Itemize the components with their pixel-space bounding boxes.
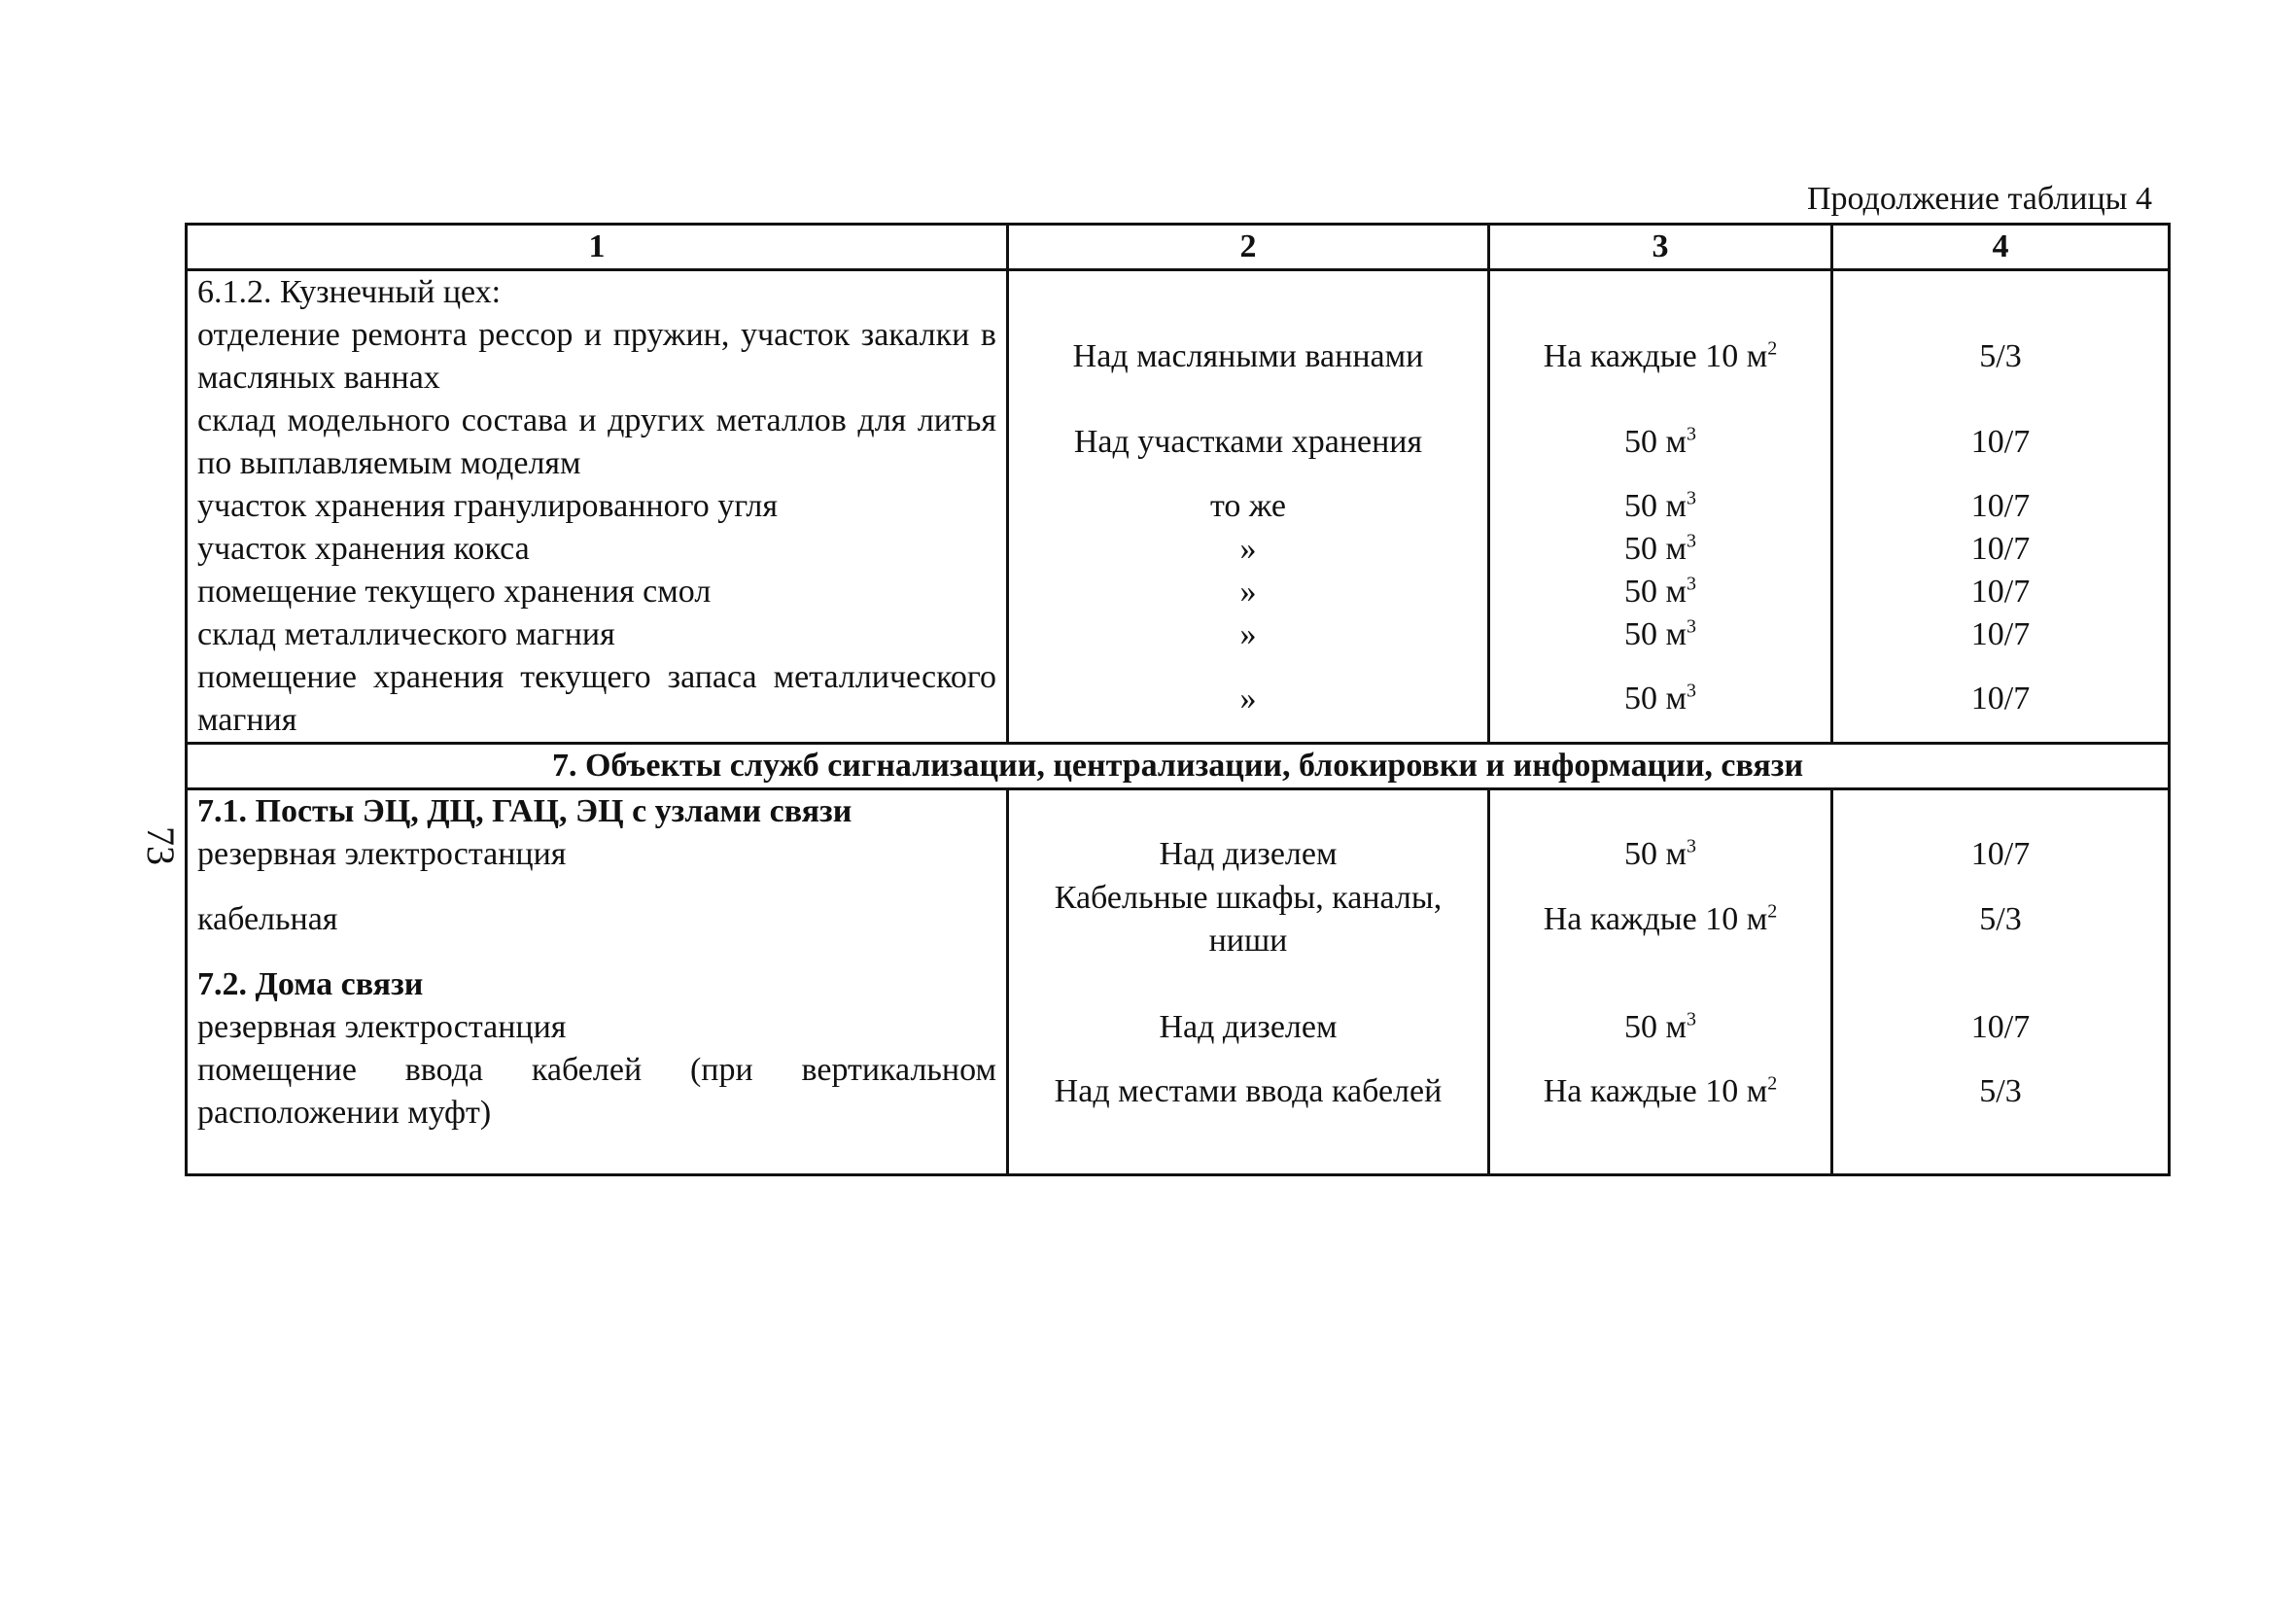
subsection-title: 7.1. Посты ЭЦ, ДЦ, ГАЦ, ЭЦ с узлами связи — [187, 789, 1008, 834]
row-norm — [1489, 963, 1832, 1006]
row-location: Над дизелем — [1008, 833, 1489, 876]
table-row — [187, 1006, 2170, 1049]
row-location: Кабельные шкафы, каналы, ниши — [1008, 876, 1489, 963]
norm-value: 50 м — [1623, 488, 1687, 524]
row-value: 10/7 — [1832, 613, 2170, 656]
row-label: резервная электростанция — [187, 833, 1008, 876]
norm-unit-power: 2 — [1767, 1072, 1778, 1095]
row-location: Над местами ввода кабелей — [1008, 1049, 1489, 1135]
row-norm — [1489, 270, 1832, 315]
row-value — [1832, 963, 2170, 1006]
row-norm — [1489, 528, 1832, 571]
row-value: 10/7 — [1832, 485, 2170, 528]
row-norm — [1489, 571, 1832, 613]
norm-unit-power: 3 — [1687, 680, 1696, 702]
row-label: помещение текущего хранения смол — [187, 571, 1008, 613]
table-row — [187, 613, 2170, 656]
row-location: » — [1008, 656, 1489, 744]
row-location: » — [1008, 528, 1489, 571]
norm-value: 50 м — [1623, 531, 1687, 567]
row-label: склад металлического магния — [187, 613, 1008, 656]
table-row — [187, 528, 2170, 571]
row-location: » — [1008, 613, 1489, 656]
table-row — [187, 1049, 2170, 1135]
column-header-3: 3 — [1489, 225, 1832, 270]
row-value: 5/3 — [1832, 1049, 2170, 1135]
column-header-1: 1 — [187, 225, 1008, 270]
table-header-row — [187, 225, 2170, 270]
row-location — [1008, 789, 1489, 834]
table-row — [187, 833, 2170, 876]
row-location: Над участками хранения — [1008, 400, 1489, 485]
row-location: то же — [1008, 485, 1489, 528]
row-label: отделение ремонта рессор и пружин, участок закалки в масляных ваннах — [187, 314, 1008, 400]
row-norm — [1489, 1006, 1832, 1049]
norm-unit-power: 3 — [1687, 423, 1696, 445]
row-norm — [1489, 314, 1832, 400]
table-row — [187, 656, 2170, 744]
norm-unit-power: 3 — [1687, 530, 1696, 552]
empty-cell — [1489, 1135, 1832, 1175]
row-location — [1008, 963, 1489, 1006]
subsection-title: 7.2. Дома связи — [187, 963, 1008, 1006]
row-value: 10/7 — [1832, 528, 2170, 571]
norm-unit-power: 2 — [1767, 900, 1778, 923]
row-value: 5/3 — [1832, 314, 2170, 400]
norm-value: 50 м — [1623, 1009, 1687, 1045]
column-header-2: 2 — [1008, 225, 1489, 270]
norm-value: 50 м — [1623, 836, 1687, 872]
row-label: резервная электростанция — [187, 1006, 1008, 1049]
row-label: помещение хранения текущего запаса металлического магния — [187, 656, 1008, 744]
norm-value: 50 м — [1623, 424, 1687, 460]
table-row — [187, 963, 2170, 1006]
row-location: » — [1008, 571, 1489, 613]
row-value: 10/7 — [1832, 833, 2170, 876]
row-label: склад модельного состава и других металлов для литья по выплавляемым моделям — [187, 400, 1008, 485]
row-value: 5/3 — [1832, 876, 2170, 963]
norm-unit-power: 3 — [1687, 573, 1696, 595]
row-label: 6.1.2. Кузнечный цех: — [187, 270, 1008, 315]
norm-unit-power: 3 — [1687, 487, 1696, 509]
table-caption: Продолжение таблицы 4 — [1806, 181, 2152, 217]
norm-unit-power: 2 — [1767, 337, 1778, 360]
row-value — [1832, 270, 2170, 315]
empty-cell — [187, 1135, 1008, 1175]
section-title: 7. Объекты служб сигнализации, централизации, блокировки и информации, связи — [187, 744, 2170, 789]
row-label: кабельная — [187, 876, 1008, 963]
norm-value: На каждые 10 м — [1543, 338, 1768, 374]
row-norm — [1489, 485, 1832, 528]
table-row — [187, 270, 2170, 315]
row-value: 10/7 — [1832, 1006, 2170, 1049]
row-value — [1832, 789, 2170, 834]
table-row — [187, 314, 2170, 400]
norm-unit-power: 3 — [1687, 615, 1696, 638]
row-location: Над масляными ваннами — [1008, 314, 1489, 400]
table-row — [187, 400, 2170, 485]
row-location — [1008, 270, 1489, 315]
norm-unit-power: 3 — [1687, 835, 1696, 857]
empty-cell — [1008, 1135, 1489, 1175]
empty-cell — [1832, 1135, 2170, 1175]
table-bottom-row — [187, 1135, 2170, 1175]
section-title-row — [187, 744, 2170, 789]
norm-value: 50 м — [1623, 574, 1687, 610]
norm-value: На каждые 10 м — [1543, 1073, 1768, 1109]
table-row — [187, 571, 2170, 613]
row-norm — [1489, 613, 1832, 656]
row-value: 10/7 — [1832, 400, 2170, 485]
row-norm — [1489, 876, 1832, 963]
norm-unit-power: 3 — [1687, 1008, 1696, 1031]
norm-value: На каждые 10 м — [1543, 901, 1768, 937]
table-row — [187, 789, 2170, 834]
table-row — [187, 876, 2170, 963]
column-header-4: 4 — [1832, 225, 2170, 270]
data-table — [185, 223, 2171, 1176]
row-value: 10/7 — [1832, 656, 2170, 744]
row-norm — [1489, 400, 1832, 485]
page-number: 73 — [139, 826, 183, 865]
row-norm — [1489, 656, 1832, 744]
norm-value: 50 м — [1623, 616, 1687, 652]
table-row — [187, 485, 2170, 528]
row-norm — [1489, 1049, 1832, 1135]
row-label: участок хранения кокса — [187, 528, 1008, 571]
row-location: Над дизелем — [1008, 1006, 1489, 1049]
row-value: 10/7 — [1832, 571, 2170, 613]
row-label: помещение ввода кабелей (при вертикальном расположении муфт) — [187, 1049, 1008, 1135]
row-norm — [1489, 833, 1832, 876]
row-label: участок хранения гранулированного угля — [187, 485, 1008, 528]
row-norm — [1489, 789, 1832, 834]
norm-value: 50 м — [1623, 681, 1687, 716]
